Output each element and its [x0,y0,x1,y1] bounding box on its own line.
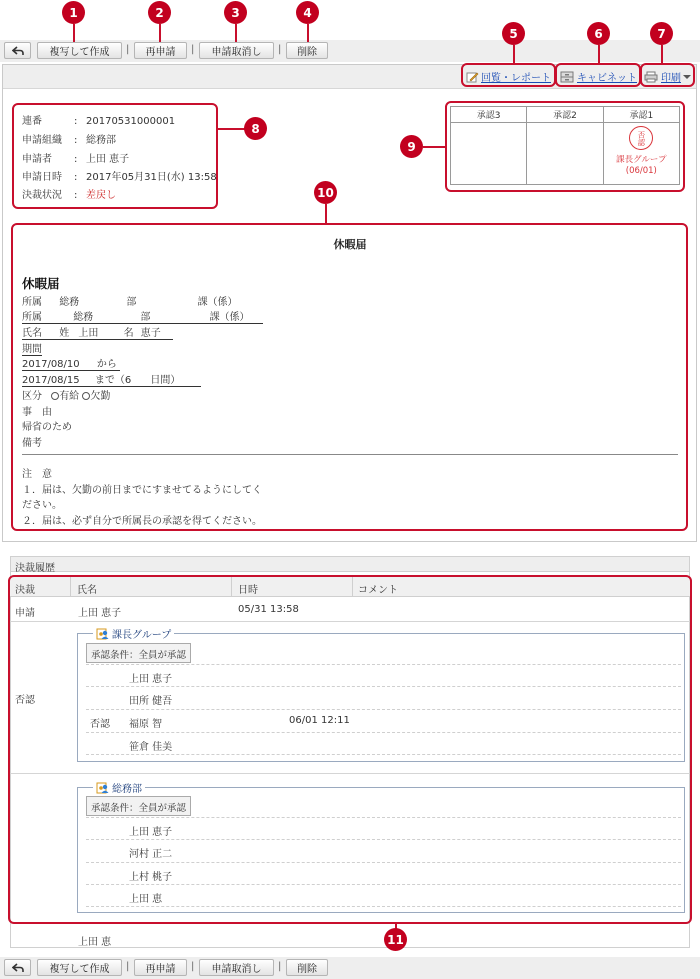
history-col-action: 決裁 [15,585,35,596]
callout-8: 8 [244,117,267,140]
form-line-period: 期間 [22,340,42,356]
toolbar-separator: | [278,44,282,55]
toolbar-separator: | [278,961,282,972]
group-name: 課長グループ [112,630,172,641]
history-col-time: 日時 [238,585,258,596]
callout-line [218,128,246,130]
form-note-2: ２．届は、必ず自分で所属長の承認を得てください。 [22,516,262,527]
cancel-application-button[interactable]: 申請取消し [199,959,274,976]
highlight-cabinet [555,63,641,87]
toolbar-separator: | [191,44,195,55]
history-apply-action: 申請 [15,608,35,619]
cabinet-link-label: キャビネット [577,73,637,84]
member-name: 上田 恵 [129,894,163,905]
cancel-application-button[interactable]: 申請取消し [199,42,274,59]
form-text: 氏名 [22,328,42,339]
info-value: 2017年05月31日(水) 13:58 [86,172,217,183]
form-line-reason: 帰省のため [22,422,72,433]
form-text: 課（係） [209,312,250,323]
delete-button[interactable]: 削除 [286,959,328,976]
member-name: 河村 正二 [129,849,173,860]
member-name: 田所 健吾 [129,696,173,707]
history-apply-time: 05/31 13:58 [238,604,299,615]
stamp-text: 否認 [636,130,646,146]
info-value: 上田 恵子 [86,154,130,165]
highlight-approval [445,101,685,192]
form-text: 恵子 [140,328,161,339]
info-label: 申請者 [22,154,52,165]
callout-line [235,24,237,42]
history-col-comment: コメント [358,585,398,596]
highlight-history [8,575,692,924]
back-button[interactable] [4,959,31,976]
member-name: 上田 恵子 [129,827,173,838]
callout-line [307,24,309,42]
info-colon: : [74,154,78,165]
approval-condition: 承認条件：全員が承認 [86,643,191,663]
callout-line [159,24,161,42]
callout-3: 3 [224,1,247,24]
back-arrow-icon [12,46,24,56]
member-name: 福原 智 [129,719,163,730]
callout-line [325,204,327,223]
approval-header-3: 承認3 [451,107,527,123]
approval-condition: 承認条件：全員が承認 [86,796,191,816]
history-last-name: 上田 恵 [78,937,112,948]
form-text: 総務 [73,312,94,323]
back-button[interactable] [4,42,31,59]
callout-1: 1 [62,1,85,24]
form-text: 上田 [78,328,99,339]
info-colon: : [74,172,78,183]
form-text: 部 [140,312,151,323]
form-heading: 休暇届 [22,276,60,291]
highlight-print [640,63,695,87]
callout-4: 4 [296,1,319,24]
form-text: 姓 [59,328,70,339]
info-label: 決裁状況 [22,190,62,201]
callout-line [73,24,75,42]
member-status: 否認 [90,719,110,730]
print-link-label: 印刷 [661,73,681,84]
callout-line [598,45,600,64]
toolbar-separator: | [126,44,130,55]
info-value: 20170531000001 [86,116,176,127]
info-colon: : [74,116,78,127]
form-note-1: １．届は、欠勤の前日までにすませてるようにしてく [22,485,262,496]
highlight-info [12,103,218,209]
highlight-report [461,63,556,87]
copy-create-button[interactable]: 複写して作成 [37,42,122,59]
radio-paid-label: 有給 [59,391,80,402]
form-text: 2017/08/15 [22,375,80,386]
approval-header-2: 承認2 [527,107,603,123]
status-value: 差戻し [86,190,116,201]
callout-11: 11 [384,928,407,951]
callout-7: 7 [650,22,673,45]
history-step1-action: 否認 [15,695,35,706]
delete-button[interactable]: 削除 [286,42,328,59]
form-text: 名 [123,328,134,339]
bottom-toolbar [0,957,700,979]
copy-create-button[interactable]: 複写して作成 [37,959,122,976]
member-time: 06/01 12:11 [289,715,350,726]
callout-2: 2 [148,1,171,24]
info-label: 申請日時 [22,172,62,183]
history-title: 決裁履歴 [10,556,690,572]
info-value: 総務部 [86,135,116,146]
member-name: 上村 桃子 [129,872,173,883]
stamp-date: (06/01) [625,166,657,176]
group-name: 総務部 [112,784,142,795]
form-note-title: 注 意 [22,469,52,480]
info-colon: : [74,135,78,146]
form-text: から [96,359,117,370]
form-text: 区分 [22,391,42,402]
form-text: まで（6 [94,375,132,386]
callout-10: 10 [314,181,337,204]
callout-6: 6 [587,22,610,45]
info-colon: : [74,190,78,201]
resubmit-button[interactable]: 再申請 [134,959,187,976]
highlight-form [11,223,688,531]
toolbar-separator: | [191,961,195,972]
callout-line [423,146,446,148]
form-text: 所属 [22,297,42,308]
member-name: 笹倉 佳美 [129,742,173,753]
callout-line [661,45,663,64]
form-line-reason-label: 事 由 [22,407,52,418]
form-text: 日間） [150,375,181,386]
form-text: 総務 [59,297,80,308]
form-note-1b: ださい。 [22,500,62,511]
report-link-label: 回覧・レポート [481,73,551,84]
back-arrow-icon [12,963,24,973]
history-apply-name: 上田 恵子 [78,608,122,619]
callout-9: 9 [400,135,423,158]
info-label: 申請組織 [22,135,62,146]
callout-line [513,45,515,64]
toolbar-separator: | [126,961,130,972]
form-text: 所属 [22,312,42,323]
radio-absent-label: 欠勤 [90,391,111,402]
member-name: 上田 恵子 [129,674,173,685]
info-label: 連番 [22,116,42,127]
form-text: 2017/08/10 [22,359,80,370]
form-text: 課（係） [197,297,238,308]
callout-5: 5 [502,22,525,45]
form-text: 部 [126,297,137,308]
stamp-group: 課長グループ [616,155,667,165]
approval-header-1: 承認1 [603,107,679,123]
history-col-name: 氏名 [77,585,97,596]
resubmit-button[interactable]: 再申請 [134,42,187,59]
form-line-remarks: 備考 [22,438,42,449]
form-title: 休暇届 [333,238,367,251]
